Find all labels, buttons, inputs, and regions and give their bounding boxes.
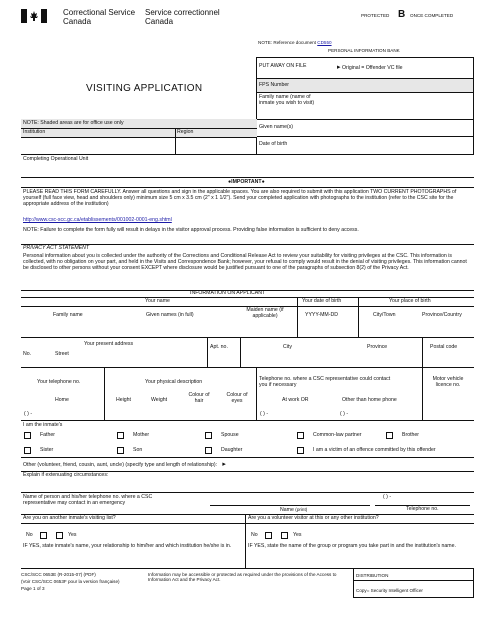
failure-note: NOTE: Failure to complete the form fully will result in delays in the visitor approval process. Providing false information is sufficient to deny access. [23,227,359,233]
page-number: Page 1 of 3 [21,586,45,591]
mother-checkbox[interactable] [117,432,124,439]
sister-label: Sister [40,447,54,453]
emergency-name-label: Name (print) [280,507,308,513]
spouse-checkbox[interactable] [205,432,212,439]
inmate-family-name-label: Family name (name of inmate you wish to visit) [259,94,315,106]
volunteer-yes-label: Yes [293,532,302,538]
daughter-label: Daughter [221,447,243,453]
maiden-name-col: Maiden name (if applicable) [246,307,284,319]
given-names-col: Given names (in full) [146,312,194,318]
father-checkbox[interactable] [24,432,31,439]
at-work-label: At work OR [282,397,309,403]
description-label: Your physical description [145,379,203,385]
bullet-right-icon: ● [261,179,265,185]
rep-tel-label: Telephone no. where a CSC representative could contact you if necessary [259,376,391,388]
common-law-label: Common-law partner [313,432,362,438]
other-relationship-field[interactable] [300,459,472,469]
emergency-tel-label: Telephone no. [406,506,439,512]
french-version: (Voir CSC/SCC 0653F pour la version française) [21,579,120,584]
address-field[interactable] [21,358,473,367]
your-dob-label: Your date of birth [302,298,342,304]
original-label: ▸ Original = Offender VC file [337,64,403,71]
daughter-checkbox[interactable] [205,447,212,454]
volunteer-no-checkbox[interactable] [265,532,272,539]
inmates-label: I am the inmate's [23,422,63,428]
form-number: CSC/SCC 0653E (R-2015-07) (PDF) [21,572,96,577]
other-relationship-label: Other (volunteer, friend, cousin, aunt, uncle) (specify type and length of relationship): ▸ [23,461,226,468]
volunteer-label: Are you a volunteer visitor at this or any other institution? [248,515,379,521]
page-title: VISITING APPLICATION [86,83,203,94]
brother-label: Brother [402,432,420,438]
important-heading: ●IMPORTANT● [228,179,265,185]
copy-label: Copy= Security Intelligent Officer [356,588,423,593]
inmate-dob-field[interactable] [326,137,473,154]
your-name-label: Your name [145,298,170,304]
apt-label: Apt. no. [210,344,228,350]
family-name-col: Family name [53,312,83,318]
fps-number-field[interactable] [257,79,473,92]
inmate-dob-label: Date of birth [259,141,288,147]
protected-label: PROTECTED [361,13,390,18]
cd550-link[interactable]: CD550 [317,40,332,45]
extenuating-label: Explain if extenuating circumstances: [23,472,109,478]
note-ref-text: NOTE: Reference document [258,40,316,45]
institution-field[interactable] [21,138,175,154]
province-country-col: Province/Country [422,312,462,318]
brother-checkbox[interactable] [386,432,393,439]
victim-checkbox[interactable] [297,447,304,454]
inmate-given-names-label: Given name(s) [259,124,294,130]
other-phone-mask[interactable]: ( ) - [340,411,349,417]
other-home-label: Other than home phone [342,397,397,403]
spouse-label: Spouse [221,432,239,438]
son-checkbox[interactable] [117,447,124,454]
victim-label: I am a victim of an offence committed by this offender [313,447,436,453]
province-label: Province [367,344,388,350]
volunteer-if-yes: IF YES, state the name of the group or program you take part in and the institution's name. [248,543,456,549]
street-label: Street [55,351,69,357]
dept-fr-1: Service correctionnel [145,8,220,17]
hair-label: Colour of hair [188,392,210,404]
no-label: No. [23,351,32,357]
emergency-phone-mask[interactable]: ( ) - [383,494,392,500]
inmate-family-name-field[interactable] [326,93,473,119]
other-list-no-checkbox[interactable] [40,532,47,539]
other-list-yes-label: Yes [68,532,77,538]
institutions-link[interactable]: http://www.csc-scc.gc.ca/etablissements/001002-0001-eng.shtml [23,217,172,223]
pib-label: PERSONAL INFORMATION BANK [328,48,400,53]
canada-flag-icon [21,9,47,23]
access-note: Information may be accessible or protected as required under the provisions of the Access to Information Act and the Privacy Act. [148,572,337,583]
father-label: Father [40,432,55,438]
son-label: Son [133,447,143,453]
applicant-dob-field[interactable] [298,321,358,337]
dept-en-2: Canada [63,17,92,26]
height-label: Height [116,397,131,403]
your-pob-label: Your place of birth [389,298,431,304]
sister-checkbox[interactable] [24,447,31,454]
home-phone-mask[interactable]: ( ) - [24,411,33,417]
dob-format: YYYY-MM-DD [305,312,338,318]
other-list-yes-checkbox[interactable] [56,532,63,539]
once-completed: ONCE COMPLETED [410,13,454,18]
region-label: Region [177,129,194,135]
other-list-label: Are you on another inmate's visiting list? [23,515,116,521]
postal-label: Postal code [430,344,458,350]
dept-fr-2: Canada [145,17,174,26]
city-label: City [283,344,292,350]
privacy-title: PRIVACY ACT STATEMENT [23,245,90,251]
completing-unit-label: Completing Operational Unit [23,156,89,162]
common-law-checkbox[interactable] [297,432,304,439]
institution-label: Institution [23,129,46,135]
distribution-label: DISTRIBUTION [356,573,389,578]
inmate-given-names-field[interactable] [326,120,473,136]
applicant-pob-field[interactable] [359,321,473,337]
applicant-name-field[interactable] [21,321,297,337]
other-list-if-yes: IF YES, state inmate's name, your relationship to him/her and which institution he/she is in. [23,543,232,549]
dept-en-1: Correctional Service [63,8,136,17]
volunteer-yes-checkbox[interactable] [281,532,288,539]
note-reference [258,40,332,45]
tel-label: Your telephone no. [37,379,81,385]
extenuating-field[interactable] [21,481,474,492]
instructions-paragraph: PLEASE READ THIS FORM CAREFULLY. Answer all questions and sign in the applicable spaces. You are also required to submit with this application TWO CURRENT PHOTOGRAPHS of yourself (full face view, head and shoulders only) minimum size 5 cm x 3.5 cm (2" x 1 1/2"). Send your completed application with photographs to the institution (refer to the CSC site for the appropriate address of the institution) [23,189,457,207]
eyes-label: Colour of eyes [226,392,248,404]
arrow-right-icon: ▸ [218,461,226,468]
volunteer-no-label: No [251,532,258,538]
address-label: Your present address [84,341,134,347]
arrow-right-icon: ▸ [337,64,341,71]
mother-label: Mother [133,432,150,438]
protected-level: B [398,9,406,20]
emergency-label: Name of person and his/her telephone no. where a CSC representative may contact in an emergency [23,494,153,506]
shaded-note: NOTE: Shaded areas are for office use only [23,120,124,126]
home-label: Home [55,397,69,403]
fps-label: FPS Number [259,82,289,88]
applicant-section-heading: INFORMATION ON APPLICANT [190,290,266,296]
weight-label: Weight [151,397,168,403]
city-town-col: City/Town [373,312,396,318]
work-phone-mask[interactable]: ( ) - [260,411,269,417]
privacy-statement: Personal information about you is collected under the authority of the Corrections and Conditional Release Act to review your suitability for visiting privileges at the CSC. This information is collected, with no obligation on your part, and held in the Visits and Correspondence Bank; however, your refusal to comply would result in the denial of visiting privileges. This information cannot be disclosed to other persons without your consent EXCEPT where disclosure would be justified pursuant to one of the paragraphs of subsection 8(2) of the Privacy Act. [23,253,467,271]
put-away-label: PUT AWAY ON FILE [259,63,307,69]
bullet-left-icon: ● [228,179,232,185]
licence-label: Motor vehicle licence no. [432,376,464,388]
completing-unit-field[interactable] [21,163,474,177]
region-field[interactable] [176,138,256,154]
other-list-no-label: No [26,532,33,538]
